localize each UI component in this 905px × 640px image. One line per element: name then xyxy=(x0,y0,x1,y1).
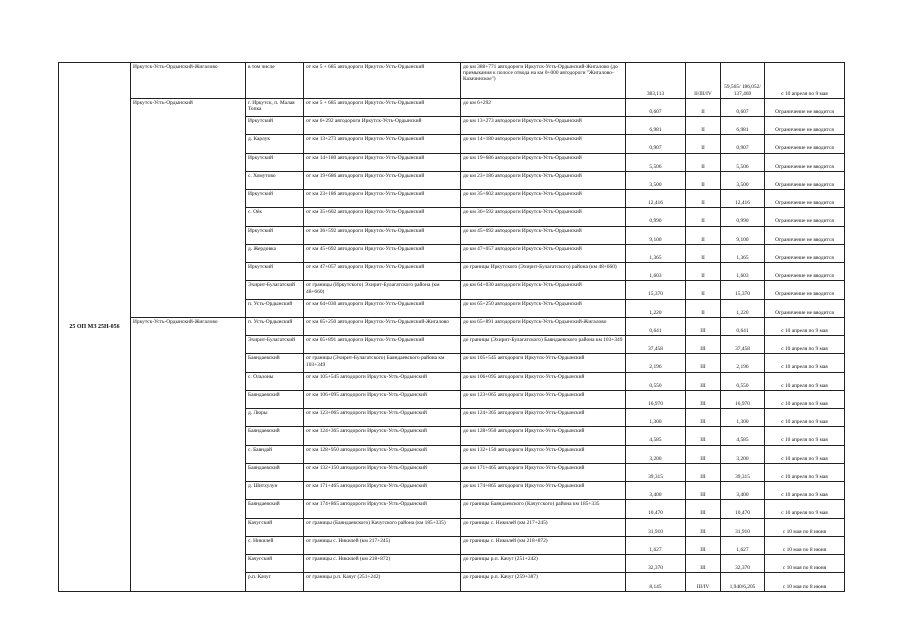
restrictions-table xyxy=(58,62,845,592)
length-cell: 15,370 xyxy=(626,281,686,299)
to-cell: до км 36+592 автодороги Иркутск-Усть-Ордынский xyxy=(461,208,626,226)
limit-length-cell: 0,990 xyxy=(721,208,765,226)
category-cell: III xyxy=(686,427,721,445)
limit-length-cell: 3,400 xyxy=(721,482,765,500)
length-cell: 1,365 xyxy=(626,244,686,262)
length-cell: 3,200 xyxy=(626,445,686,463)
limit-period-cell: Ограничение не вводится xyxy=(765,263,845,281)
place-cell: д. Шитхулун xyxy=(246,482,304,500)
road-code: 25 ОП МЗ 25Н-056 xyxy=(59,63,131,592)
from-cell: от км 106+095 автодороги Иркутск-Усть-Ордынский xyxy=(304,390,461,408)
to-cell: до границы (Эхирит-Булагатского) Баяндаевского района км 103+349 xyxy=(461,336,626,354)
category-cell: III xyxy=(686,317,721,335)
from-cell: от границы (Иркутского) Эхирит-Булагатского района (км 48+660) xyxy=(304,281,461,299)
from-cell: от км 19+686 автодороги Иркутск-Усть-Ордынский xyxy=(304,171,461,189)
from-cell: от км 65+891 автодороги Иркутск-Усть-Ордынский xyxy=(304,336,461,354)
limit-length-cell: 59,565/ 186,052/ 137,469 xyxy=(721,63,765,99)
from-cell: от км 13+273 автодороги Иркутск-Усть-Ордынский xyxy=(304,135,461,153)
category-cell: II xyxy=(686,226,721,244)
to-cell: до границы Баяндаевского (Качугского) района км 185+335 xyxy=(461,500,626,518)
place-cell: с. Оёк xyxy=(246,208,304,226)
to-cell: до км 388+771 автодороги Иркутск-Усть-Ордынский-Жигалово (до примыкания к полосе отвода на км 0+000 автодороги "Жигалово-Казачинское") xyxy=(461,63,626,99)
to-cell: до км 65+250 автодороги Иркутск-Усть-Ордынский xyxy=(461,299,626,317)
from-cell: от км 171+465 автодороги Иркутск-Усть-Ордынский xyxy=(304,482,461,500)
place-cell: Эхирит-Булагатский xyxy=(246,281,304,299)
category-cell: III/IV xyxy=(686,573,721,592)
limit-length-cell: 0,550 xyxy=(721,372,765,390)
place-cell: Баяндаевский xyxy=(246,427,304,445)
place-cell: п. Усть-Ордынский xyxy=(246,299,304,317)
place-cell: п. Усть-Ордынский xyxy=(246,317,304,335)
to-cell: до границы р.п. Качуг (259+387) xyxy=(461,573,626,592)
length-cell: 16,970 xyxy=(626,390,686,408)
category-cell: II xyxy=(686,281,721,299)
category-cell: II xyxy=(686,263,721,281)
limit-length-cell: 15,370 xyxy=(721,281,765,299)
limit-length-cell: 1,940/6,205 xyxy=(721,573,765,592)
table-body xyxy=(59,63,845,592)
to-cell: до границы р.п. Качуг (251+242) xyxy=(461,555,626,573)
length-cell: 1,220 xyxy=(626,299,686,317)
from-cell: от км 123+065 автодороги Иркутск-Усть-Ордынский xyxy=(304,409,461,427)
category-cell: II xyxy=(686,117,721,135)
limit-period-cell: с 10 апреля по 9 мая xyxy=(765,63,845,99)
to-cell: до км 14+180 автодороги Иркутск-Усть-Ордынский xyxy=(461,135,626,153)
from-cell: от км 64+030 автодороги Иркутск-Усть-Ордынский xyxy=(304,299,461,317)
place-cell: с. Ользоны xyxy=(246,372,304,390)
to-cell: до границы с. Никилей (км 217+245) xyxy=(461,518,626,536)
length-cell: 9,100 xyxy=(626,226,686,244)
length-cell: 1,603 xyxy=(626,263,686,281)
category-cell: III xyxy=(686,500,721,518)
limit-length-cell: 1,627 xyxy=(721,536,765,554)
limit-period-cell: Ограничение не вводится xyxy=(765,98,845,116)
to-cell: до км 123+065 автодороги Иркутск-Усть-Ордынский xyxy=(461,390,626,408)
to-cell: до км 35+602 автодороги Иркутск-Усть-Ордынский xyxy=(461,190,626,208)
limit-length-cell: 10,470 xyxy=(721,500,765,518)
category-cell: III xyxy=(686,463,721,481)
place-cell: Баяндаевский xyxy=(246,354,304,372)
place-cell: Качугский xyxy=(246,555,304,573)
to-cell: до км 47+057 автодороги Иркутск-Усть-Ордынский xyxy=(461,244,626,262)
limit-period-cell: Ограничение не вводится xyxy=(765,117,845,135)
limit-period-cell: с 10 апреля по 9 мая xyxy=(765,390,845,408)
limit-length-cell: 16,970 xyxy=(721,390,765,408)
limit-length-cell: 1,220 xyxy=(721,299,765,317)
length-cell: 0,907 xyxy=(626,135,686,153)
length-cell: 5,506 xyxy=(626,153,686,171)
to-cell: до км 23+186 автодороги Иркутск-Усть-Ордынский xyxy=(461,171,626,189)
category-cell: III xyxy=(686,354,721,372)
limit-period-cell: с 10 апреля по 9 мая xyxy=(765,409,845,427)
limit-period-cell: Ограничение не вводится xyxy=(765,226,845,244)
length-cell: 0,641 xyxy=(626,317,686,335)
limit-period-cell: с 10 апреля по 9 мая xyxy=(765,354,845,372)
limit-period-cell: с 10 апреля по 9 мая xyxy=(765,500,845,518)
limit-period-cell: с 10 апреля по 9 мая xyxy=(765,427,845,445)
limit-length-cell: 2,196 xyxy=(721,354,765,372)
from-cell: от км 47+057 автодороги Иркутск-Усть-Ордынский xyxy=(304,263,461,281)
limit-period-cell: Ограничение не вводится xyxy=(765,153,845,171)
from-cell: от км 65+250 автодороги Иркутск-Усть-Ордынский-Жигалово xyxy=(304,317,461,335)
table-row xyxy=(59,98,845,116)
category-cell: III xyxy=(686,518,721,536)
limit-length-cell: 5,506 xyxy=(721,153,765,171)
category-cell: III xyxy=(686,390,721,408)
length-cell: 1,627 xyxy=(626,536,686,554)
from-cell: от границы с. Никилей (км 218+872) xyxy=(304,555,461,573)
length-cell: 2,196 xyxy=(626,354,686,372)
from-cell: от км 14+180 автодороги Иркутск-Усть-Ордынский xyxy=(304,153,461,171)
length-cell: 3,400 xyxy=(626,482,686,500)
limit-period-cell: с 10 мая по 8 июня xyxy=(765,573,845,592)
length-cell: 383,113 xyxy=(626,63,686,99)
limit-length-cell: 9,100 xyxy=(721,226,765,244)
category-cell: II xyxy=(686,135,721,153)
category-cell: II xyxy=(686,190,721,208)
length-cell: 4,585 xyxy=(626,427,686,445)
length-cell: 32,370 xyxy=(626,555,686,573)
length-cell: 37,458 xyxy=(626,336,686,354)
to-cell: до км 13+273 автодороги Иркутск-Усть-Ордынский xyxy=(461,117,626,135)
limit-length-cell: 37,458 xyxy=(721,336,765,354)
length-cell: 31,910 xyxy=(626,518,686,536)
place-cell: Качугский xyxy=(246,518,304,536)
from-cell: от границы с. Никилей (км 217+245) xyxy=(304,536,461,554)
road-name: Иркутск-Усть-Ордынский xyxy=(131,98,246,317)
length-cell: 0,550 xyxy=(626,372,686,390)
category-cell: III xyxy=(686,409,721,427)
place-cell: с. Никилей xyxy=(246,536,304,554)
limit-period-cell: Ограничение не вводится xyxy=(765,171,845,189)
limit-length-cell: 3,500 xyxy=(721,171,765,189)
from-cell: от границы р.п. Качуг (251+242) xyxy=(304,573,461,592)
limit-length-cell: 12,416 xyxy=(721,190,765,208)
category-cell: III xyxy=(686,555,721,573)
from-cell: от км 128+950 автодороги Иркутск-Усть-Ордынский xyxy=(304,445,461,463)
category-cell: III xyxy=(686,336,721,354)
table-row xyxy=(59,317,845,335)
category-cell: II/III/IV xyxy=(686,63,721,99)
limit-period-cell: с 10 апреля по 9 мая xyxy=(765,445,845,463)
length-cell: 39,315 xyxy=(626,463,686,481)
limit-period-cell: с 10 мая по 8 июня xyxy=(765,518,845,536)
place-cell: с. Баяндай xyxy=(246,445,304,463)
place-cell: д. Карлук xyxy=(246,135,304,153)
limit-length-cell: 32,370 xyxy=(721,555,765,573)
limit-length-cell: 39,315 xyxy=(721,463,765,481)
limit-length-cell: 4,585 xyxy=(721,427,765,445)
limit-length-cell: 0,641 xyxy=(721,317,765,335)
to-cell: до км 106+095 автодороги Иркутск-Усть-Ордынский xyxy=(461,372,626,390)
place-cell: Иркутский xyxy=(246,226,304,244)
length-cell: 0,990 xyxy=(626,208,686,226)
from-cell: от границы (Эхирит-Булагатского) Баяндаевского района км 103+349 xyxy=(304,354,461,372)
to-cell: до км 45+692 автодороги Иркутск-Усть-Ордынский xyxy=(461,226,626,244)
from-cell: от км 23+186 автодороги Иркутск-Усть-Ордынский xyxy=(304,190,461,208)
limit-period-cell: с 10 апреля по 9 мая xyxy=(765,372,845,390)
limit-period-cell: с 10 апреля по 9 мая xyxy=(765,482,845,500)
length-cell: 1,300 xyxy=(626,409,686,427)
category-cell: III xyxy=(686,445,721,463)
category-cell: III xyxy=(686,536,721,554)
place-cell: Баяндаевский xyxy=(246,390,304,408)
limit-length-cell: 0,907 xyxy=(721,135,765,153)
place-cell: в том числе xyxy=(246,63,304,99)
from-cell: от км 45+692 автодороги Иркутск-Усть-Ордынский xyxy=(304,244,461,262)
limit-period-cell: Ограничение не вводится xyxy=(765,135,845,153)
length-cell: 3,500 xyxy=(626,171,686,189)
from-cell: от км 35+602 автодороги Иркутск-Усть-Ордынский xyxy=(304,208,461,226)
to-cell: до км 132+150 автодороги Иркутск-Усть-Ордынский xyxy=(461,445,626,463)
length-cell: 10,470 xyxy=(626,500,686,518)
limit-period-cell: Ограничение не вводится xyxy=(765,208,845,226)
length-cell: 6,981 xyxy=(626,117,686,135)
place-cell: Иркутский xyxy=(246,190,304,208)
place-cell: Иркутский xyxy=(246,117,304,135)
place-cell: Баяндаевский xyxy=(246,463,304,481)
to-cell: до границы Иркутского (Эхирит-Булагатского) района (км 48+660) xyxy=(461,263,626,281)
limit-length-cell: 0,607 xyxy=(721,98,765,116)
length-cell: 8,145 xyxy=(626,573,686,592)
limit-period-cell: с 10 апреля по 9 мая xyxy=(765,463,845,481)
to-cell: до км 105+545 автодороги Иркутск-Усть-Ордынский xyxy=(461,354,626,372)
place-cell: Баяндаевский xyxy=(246,500,304,518)
place-cell: д. Жердовка xyxy=(246,244,304,262)
from-cell: от км 5 + 685 автодороги Иркутск-Усть-Ордынский xyxy=(304,98,461,116)
to-cell: до км 128+950 автодороги Иркутск-Усть-Ордынский xyxy=(461,427,626,445)
place-cell: г. Иркутск, п. Малая Топка xyxy=(246,98,304,116)
category-cell: III xyxy=(686,482,721,500)
road-name: Иркутск-Усть-Ордынский-Жигалово xyxy=(131,63,246,99)
limit-period-cell: с 10 апреля по 9 мая xyxy=(765,317,845,335)
limit-length-cell: 6,981 xyxy=(721,117,765,135)
limit-period-cell: Ограничение не вводится xyxy=(765,281,845,299)
place-cell: Иркутский xyxy=(246,263,304,281)
to-cell: до км 64+030 автодороги Иркутск-Усть-Ордынский xyxy=(461,281,626,299)
to-cell: до км 174+865 автодороги Иркутск-Усть-Ордынский xyxy=(461,482,626,500)
limit-period-cell: Ограничение не вводится xyxy=(765,244,845,262)
place-cell: Эхирит-Булагатский xyxy=(246,336,304,354)
limit-period-cell: Ограничение не вводится xyxy=(765,190,845,208)
category-cell: II xyxy=(686,244,721,262)
to-cell: до границы с. Никилей (км 218+872) xyxy=(461,536,626,554)
to-cell: до км 171+465 автодороги Иркутск-Усть-Ордынский xyxy=(461,463,626,481)
place-cell: р.п. Качуг xyxy=(246,573,304,592)
length-cell: 12,416 xyxy=(626,190,686,208)
limit-length-cell: 1,300 xyxy=(721,409,765,427)
from-cell: от км 124+365 автодороги Иркутск-Усть-Ордынский xyxy=(304,427,461,445)
place-cell: с. Хомутово xyxy=(246,171,304,189)
from-cell: от км 6+292 автодороги Иркутск-Усть-Ордынский xyxy=(304,117,461,135)
table-row xyxy=(59,63,845,99)
limit-period-cell: с 10 мая по 8 июня xyxy=(765,555,845,573)
from-cell: от км 132+150 автодороги Иркутск-Усть-Ордынский xyxy=(304,463,461,481)
category-cell: II xyxy=(686,299,721,317)
category-cell: II xyxy=(686,98,721,116)
place-cell: д. Люры xyxy=(246,409,304,427)
category-cell: III xyxy=(686,372,721,390)
to-cell: до км 6+292 xyxy=(461,98,626,116)
limit-length-cell: 31,910 xyxy=(721,518,765,536)
from-cell: от км 105+545 автодороги Иркутск-Усть-Ордынский xyxy=(304,372,461,390)
limit-length-cell: 3,200 xyxy=(721,445,765,463)
category-cell: II xyxy=(686,171,721,189)
limit-period-cell: с 10 мая по 8 июня xyxy=(765,536,845,554)
category-cell: II xyxy=(686,208,721,226)
limit-length-cell: 1,365 xyxy=(721,244,765,262)
to-cell: до км 65+891 автодороги Иркутск-Усть-Ордынский-Жигалово xyxy=(461,317,626,335)
from-cell: от км 174+865 автодороги Иркутск-Усть-Ордынский xyxy=(304,500,461,518)
place-cell: Иркутский xyxy=(246,153,304,171)
limit-length-cell: 1,603 xyxy=(721,263,765,281)
limit-period-cell: с 10 апреля по 9 мая xyxy=(765,336,845,354)
limit-period-cell: Ограничение не вводится xyxy=(765,299,845,317)
from-cell: от границы (Баяндаевского) Качугского района (км 185+335) xyxy=(304,518,461,536)
from-cell: от км 36+592 автодороги Иркутск-Усть-Ордынский xyxy=(304,226,461,244)
to-cell: до км 19+686 автодороги Иркутск-Усть-Ордынский xyxy=(461,153,626,171)
road-name: Иркутск-Усть-Ордынский-Жигалово xyxy=(131,317,246,591)
to-cell: до км 124+365 автодороги Иркутск-Усть-Ордынский xyxy=(461,409,626,427)
from-cell: от км 5 + 685 автодороги Иркутск-Усть-Ордынский xyxy=(304,63,461,99)
category-cell: II xyxy=(686,153,721,171)
length-cell: 0,607 xyxy=(626,98,686,116)
